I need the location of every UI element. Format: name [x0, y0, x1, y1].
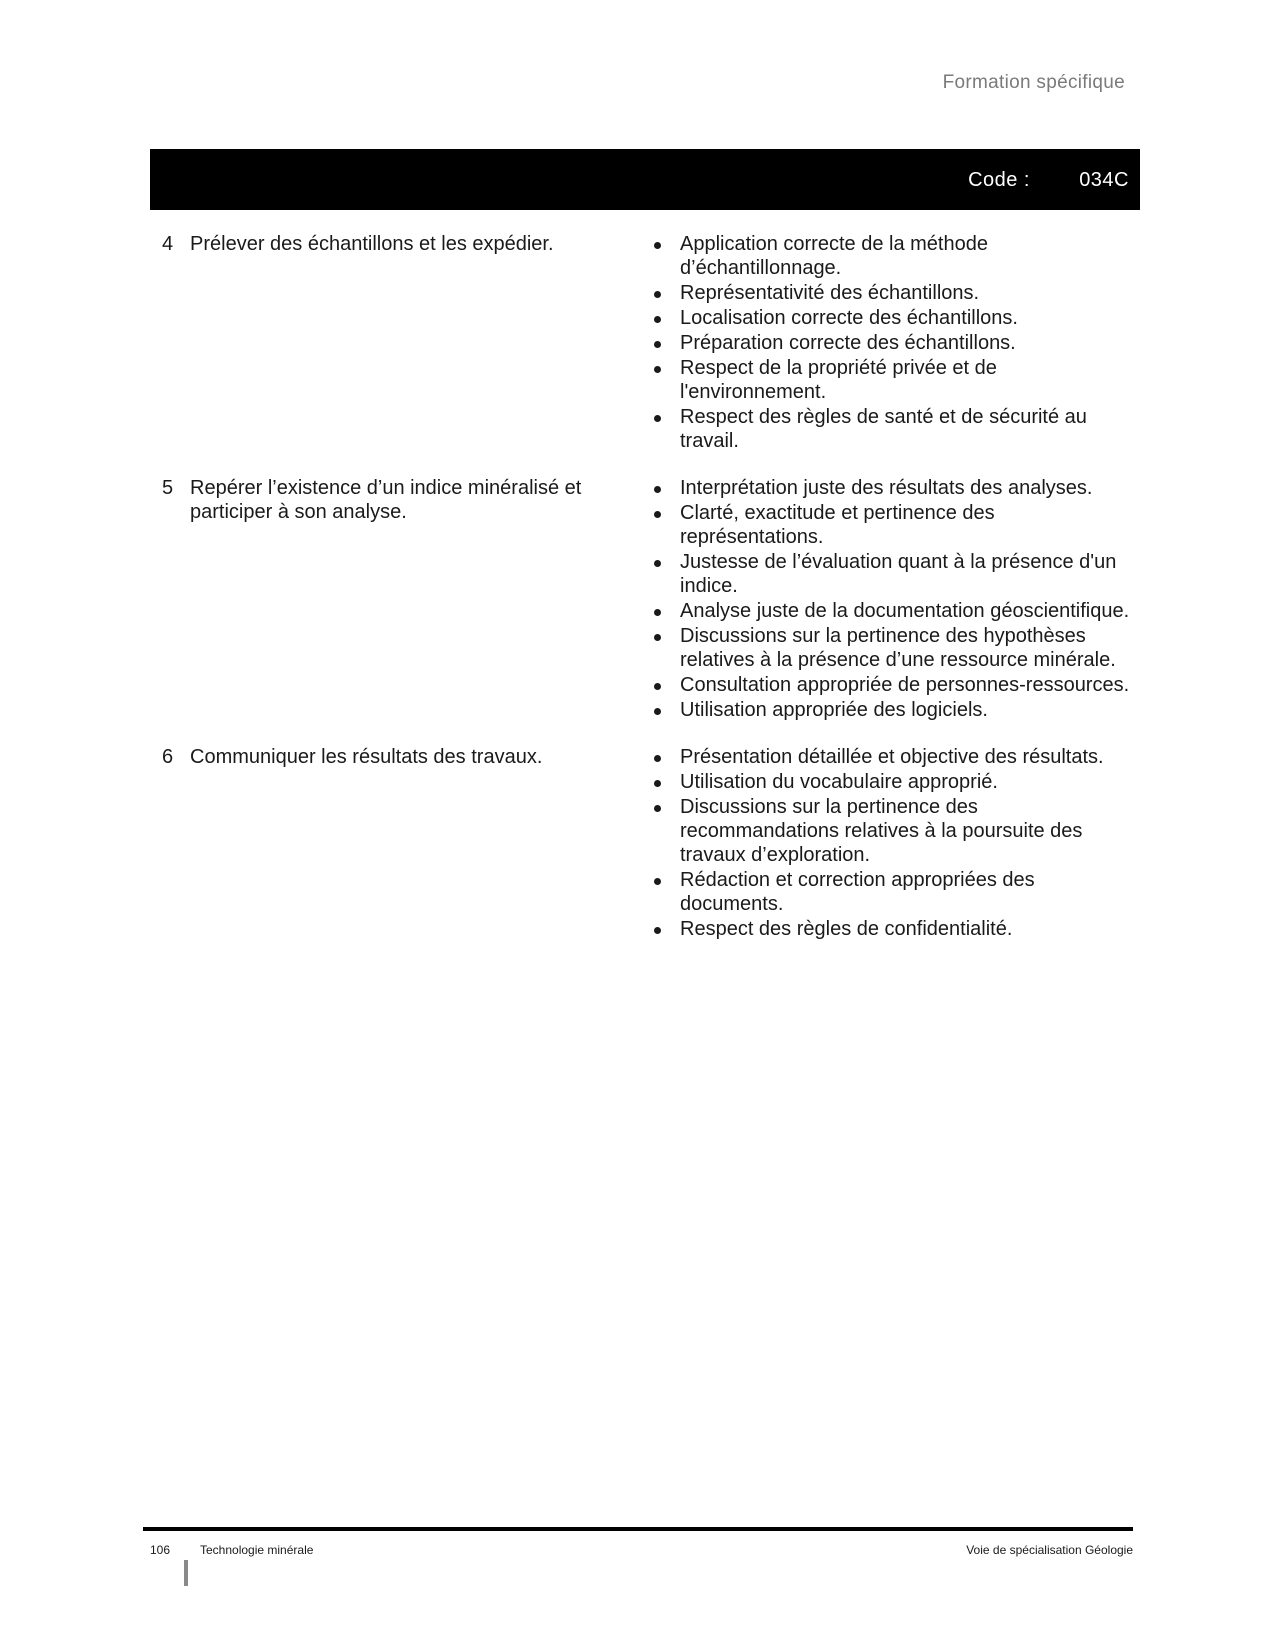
criteria-list	[645, 745, 1140, 941]
bullet-icon	[654, 341, 661, 348]
criterion-item	[645, 673, 1140, 697]
criterion-item	[645, 698, 1140, 722]
element-text: Communiquer les résultats des travaux.	[190, 746, 543, 768]
bullet-icon	[654, 805, 661, 812]
criterion-item	[645, 599, 1140, 623]
bullet-icon	[654, 755, 661, 762]
criterion-text: Justesse de l’évaluation quant à la présence d'un indice.	[680, 551, 1117, 597]
criterion-text: Présentation détaillée et objective des résultats.	[680, 746, 1104, 768]
criterion-item	[645, 917, 1140, 941]
element-row	[150, 232, 1140, 454]
bullet-icon	[654, 242, 661, 249]
criterion-text: Utilisation appropriée des logiciels.	[680, 699, 988, 721]
criterion-text: Discussions sur la pertinence des recommandations relatives à la poursuite des travaux d’exploration.	[680, 796, 1083, 866]
footer-change-bar	[184, 1560, 188, 1586]
bullet-icon	[654, 634, 661, 641]
footer-specialization: Voie de spécialisation Géologie	[966, 1543, 1133, 1557]
criterion-text: Interprétation juste des résultats des analyses.	[680, 477, 1093, 499]
element-number: 4	[162, 233, 174, 255]
criterion-text: Discussions sur la pertinence des hypothèses relatives à la présence d’une ressource minérale.	[680, 625, 1116, 671]
bullet-icon	[654, 511, 661, 518]
element-number: 6	[162, 746, 174, 768]
element-cell	[150, 232, 645, 454]
element-text: Repérer l’existence d’un indice minéralisé et participer à son analyse.	[190, 477, 582, 523]
element-row	[150, 745, 1140, 942]
criterion-text: Respect de la propriété privée et de l'environnement.	[680, 357, 997, 403]
criterion-item	[645, 281, 1140, 305]
criteria-list	[645, 232, 1140, 453]
criteria-list	[645, 476, 1140, 722]
criterion-text: Application correcte de la méthode d’échantillonnage.	[680, 233, 988, 279]
bullet-icon	[654, 560, 661, 567]
bullet-icon	[654, 683, 661, 690]
criterion-text: Analyse juste de la documentation géoscientifique.	[680, 600, 1130, 622]
criterion-item	[645, 868, 1140, 916]
element-text: Prélever des échantillons et les expédier.	[190, 233, 554, 255]
criterion-text: Consultation appropriée de personnes-ressources.	[680, 674, 1130, 696]
bullet-icon	[654, 708, 661, 715]
bullet-icon	[654, 415, 661, 422]
criterion-item	[645, 232, 1140, 280]
bullet-icon	[654, 316, 661, 323]
competency-elements-table	[150, 232, 1140, 964]
element-cell	[150, 745, 645, 942]
bullet-icon	[654, 291, 661, 298]
criterion-item	[645, 770, 1140, 794]
criterion-text: Préparation correcte des échantillons.	[680, 332, 1016, 354]
criterion-item	[645, 356, 1140, 404]
criterion-item	[645, 745, 1140, 769]
criterion-item	[645, 405, 1140, 453]
bullet-icon	[654, 609, 661, 616]
footer-rule	[143, 1527, 1133, 1531]
criterion-text: Représentativité des échantillons.	[680, 282, 980, 304]
criterion-text: Clarté, exactitude et pertinence des représentations.	[680, 502, 995, 548]
criterion-text: Rédaction et correction appropriées des documents.	[680, 869, 1035, 915]
criterion-item	[645, 476, 1140, 500]
criteria-cell	[645, 232, 1140, 454]
criterion-text: Utilisation du vocabulaire approprié.	[680, 771, 998, 793]
criterion-item	[645, 306, 1140, 330]
bullet-icon	[654, 486, 661, 493]
bullet-icon	[654, 878, 661, 885]
criteria-cell	[645, 745, 1140, 942]
criterion-item	[645, 795, 1140, 867]
code-value: 034C	[1079, 169, 1129, 191]
footer-program-title: Technologie minérale	[200, 1543, 314, 1557]
code-bar	[150, 149, 1140, 210]
bullet-icon	[654, 927, 661, 934]
bullet-icon	[654, 366, 661, 373]
element-cell	[150, 476, 645, 723]
bullet-icon	[654, 780, 661, 787]
page-number: 106	[150, 1543, 171, 1557]
running-header: Formation spécifique	[942, 72, 1125, 93]
code-label: Code :	[968, 169, 1030, 191]
element-number: 5	[162, 477, 174, 499]
criterion-text: Localisation correcte des échantillons.	[680, 307, 1018, 329]
criterion-item	[645, 501, 1140, 549]
criterion-item	[645, 331, 1140, 355]
criterion-text: Respect des règles de santé et de sécurité au travail.	[680, 406, 1087, 452]
criteria-cell	[645, 476, 1140, 723]
criterion-item	[645, 624, 1140, 672]
criterion-text: Respect des règles de confidentialité.	[680, 918, 1013, 940]
element-row	[150, 476, 1140, 723]
criterion-item	[645, 550, 1140, 598]
